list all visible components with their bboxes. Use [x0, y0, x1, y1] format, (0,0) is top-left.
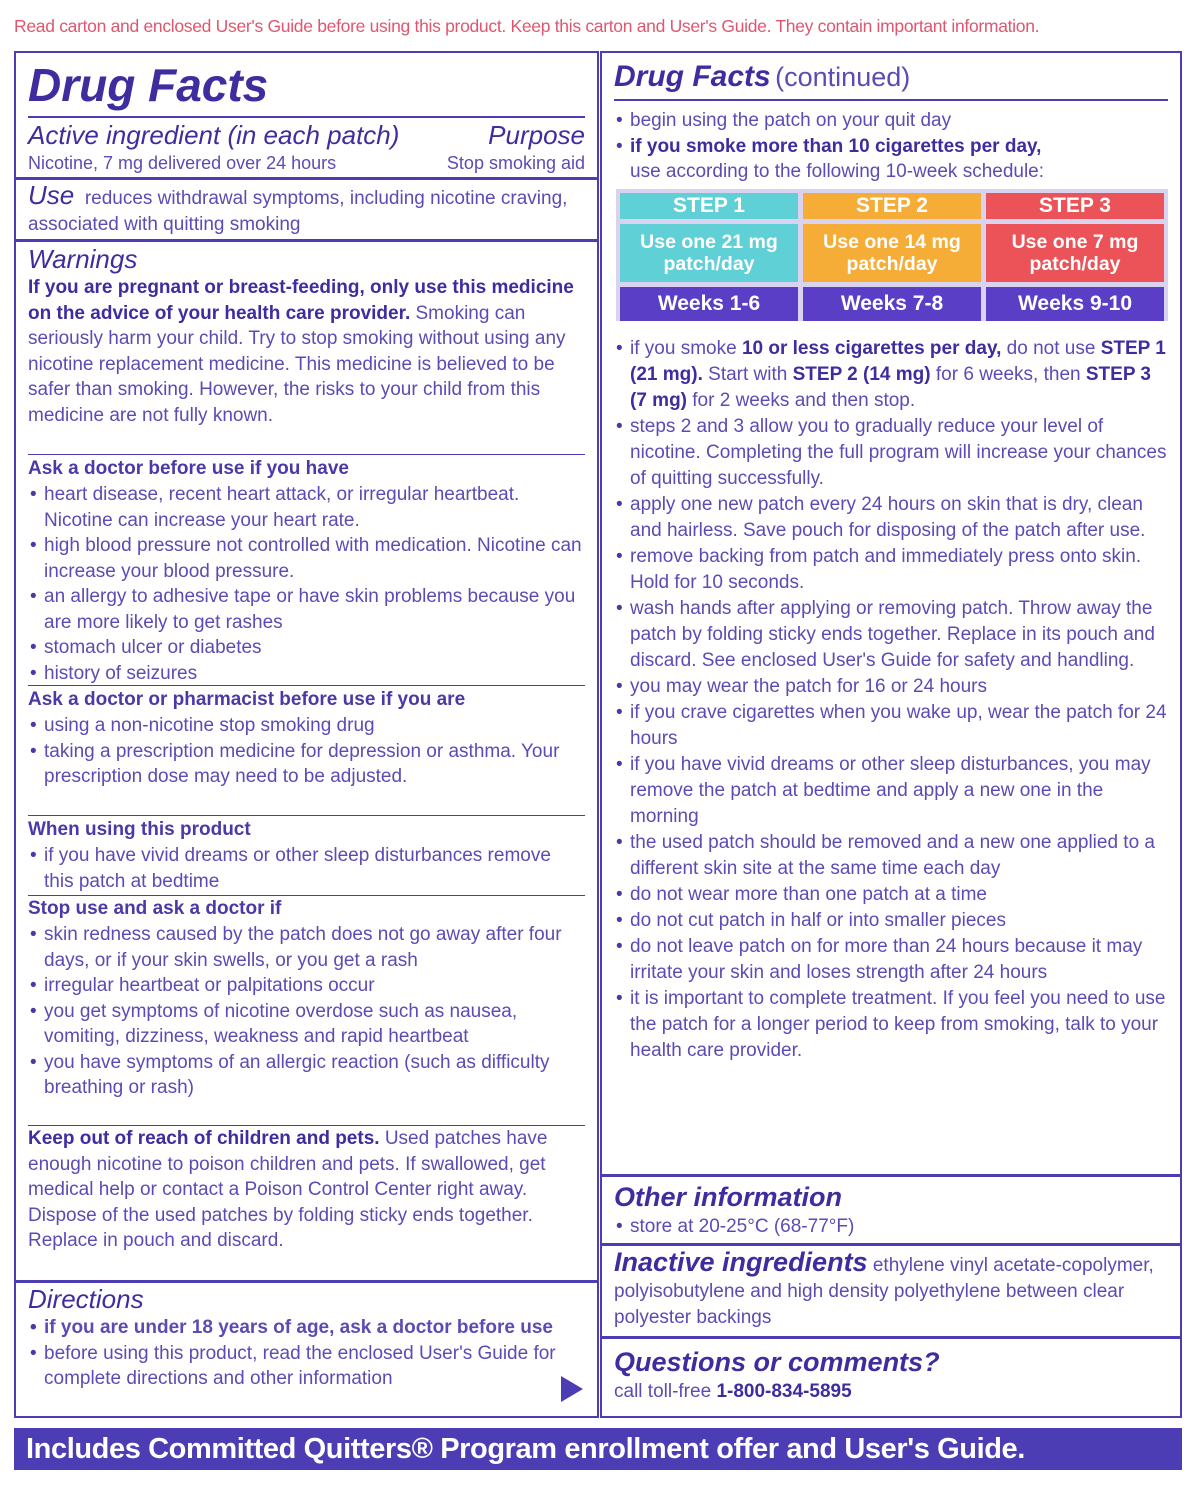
- when-using-heading: When using this product: [28, 819, 251, 840]
- use-section: [16, 180, 597, 237]
- list-item: • using a non-nicotine stop smoking drug: [28, 713, 585, 739]
- questions-heading: Questions or comments?: [614, 1347, 940, 1377]
- inactive-ingredients-heading: Inactive ingredients: [614, 1247, 868, 1277]
- list-item: • heart disease, recent heart attack, or irregular heartbeat. Nicotine can increase your heart rate.: [28, 482, 585, 533]
- list-item: • do not cut patch in half or into smaller pieces: [614, 908, 1168, 934]
- step-3-dose: Use one 7 mg patch/day: [986, 224, 1164, 282]
- inactive-ingredients-section: [602, 1249, 1180, 1331]
- questions-pre: call toll-free: [614, 1381, 712, 1402]
- ask-doctor-section: [16, 456, 597, 686]
- inactive-ingredients-text: ethylene vinyl acetate-copolymer, polyisobutylene and high density polyethylene between clear polyester backings: [614, 1255, 1154, 1328]
- list-item: • taking a prescription medicine for depression or asthma. Your prescription dose may need to be adjusted.: [28, 739, 585, 790]
- list-item: • you have symptoms of an allergic reaction (such as difficulty breathing or rash): [28, 1050, 585, 1101]
- list-item: • if you smoke 10 or less cigarettes per day, do not use STEP 1 (21 mg). Start with STEP 2 (14 mg) for 6 weeks, then STEP 3 (7 mg) for 2 weeks and then stop.: [614, 336, 1168, 414]
- step-1-header: STEP 1: [620, 193, 798, 219]
- list-item: • before using this product, read the enclosed User's Guide for complete directions and other information: [28, 1341, 557, 1392]
- step-2-weeks: Weeks 7-8: [803, 287, 981, 321]
- list-item: • store at 20-25°C (68-77°F): [614, 1214, 1168, 1240]
- phone-number: 1-800-834-5895: [716, 1381, 852, 1402]
- ask-pharmacist-heading: Ask a doctor or pharmacist before use if you are: [28, 689, 466, 710]
- list-item: • you may wear the patch for 16 or 24 hours: [614, 674, 1168, 700]
- when-using-section: [16, 817, 597, 894]
- keep-out-text: Used patches have enough nicotine to poison children and pets. If swallowed, get medical help or contact a Poison Control Center right away. Dispose of the used patches by folding sticky ends together. Replace in pouch and discard.: [28, 1128, 548, 1251]
- ask-pharmacist-section: [16, 687, 597, 790]
- list-item: • if you crave cigarettes when you wake up, wear the patch for 24 hours: [614, 700, 1168, 752]
- list-item: • do not wear more than one patch at a time: [614, 882, 1168, 908]
- warnings-section: [16, 243, 597, 428]
- drug-facts-title: Drug Facts: [28, 59, 269, 111]
- list-item: • stomach ulcer or diabetes: [28, 635, 585, 661]
- list-item: • if you have vivid dreams or other sleep disturbances, you may remove the patch at bedtime and apply a new one in the morning: [614, 752, 1168, 830]
- directions-heading: Directions: [28, 1284, 144, 1314]
- ingredient-purpose: Stop smoking aid: [446, 153, 585, 173]
- list-item: • do not leave patch on for more than 24 hours because it may irritate your skin and loses strength after 24 hours: [614, 934, 1168, 986]
- program-banner: Includes Committed Quitters® Program enrollment offer and User's Guide.: [14, 1428, 1182, 1470]
- active-ingredient-heading: Active ingredient (in each patch): [28, 120, 400, 150]
- header-section: [16, 53, 597, 181]
- warnings-bold: If you are pregnant or breast-feeding, only use this medicine on the advice of your health care provider.: [28, 277, 574, 324]
- list-item: • an allergy to adhesive tape or have skin problems because you are more likely to get rashes: [28, 584, 585, 635]
- list-item: • steps 2 and 3 allow you to gradually reduce your level of nicotine. Completing the full program will increase your chances of quitting successfully.: [614, 414, 1168, 492]
- stop-use-heading: Stop use and ask a doctor if: [28, 898, 282, 919]
- list-item: • irregular heartbeat or palpitations occur: [28, 973, 585, 999]
- list-item: • remove backing from patch and immediately press onto skin. Hold for 10 seconds.: [614, 544, 1168, 596]
- use-heading: Use: [28, 180, 75, 210]
- drug-facts-continued-title: Drug Facts: [614, 60, 771, 93]
- step-3-header: STEP 3: [986, 193, 1164, 219]
- step-1-dose: Use one 21 mg patch/day: [620, 224, 798, 282]
- list-item: • you get symptoms of nicotine overdose such as nausea, vomiting, dizziness, weakness and rapid heartbeat: [28, 999, 585, 1050]
- step-2-dose: Use one 14 mg patch/day: [803, 224, 981, 282]
- list-item: • skin redness caused by the patch does not go away after four days, or if your skin swells, or you get a rash: [28, 922, 585, 973]
- list-item: • apply one new patch every 24 hours on skin that is dry, clean and hairless. Save pouch for disposing of the patch after use.: [614, 492, 1168, 544]
- continued-label: (continued): [775, 62, 911, 92]
- other-information-section: [602, 1180, 1180, 1240]
- dosage-schedule-table: [616, 189, 1168, 321]
- intro-section: [602, 108, 1180, 185]
- list-item: • wash hands after applying or removing patch. Throw away the patch by folding sticky ends together. Replace in its pouch and discard. See enclosed User's Guide for safety and handling.: [614, 596, 1168, 674]
- continued-header: [602, 57, 1180, 101]
- step-1-weeks: Weeks 1-6: [620, 287, 798, 321]
- other-information-heading: Other information: [614, 1182, 842, 1212]
- list-item: • begin using the patch on your quit day: [614, 108, 1168, 134]
- list-item: • it is important to complete treatment. If you feel you need to use the patch for a longer period to keep from smoking, talk to your health care provider.: [614, 986, 1168, 1064]
- keep-out-section: [16, 1126, 597, 1254]
- directions-section: [16, 1283, 597, 1392]
- top-notice: Read carton and enclosed User's Guide before using this product. Keep this carton and User's Guide. They contain important information.: [14, 16, 1040, 36]
- warnings-text: Smoking can seriously harm your child. Try to stop smoking without using any nicotine replacement medicine. This medicine is believed to be safer than smoking. However, the risks to your child from this medicine are not fully known.: [28, 302, 566, 426]
- use-text: reduces withdrawal symptoms, including nicotine craving, associated with quitting smoking: [28, 188, 568, 235]
- questions-section: [602, 1345, 1180, 1405]
- list-item: • high blood pressure not controlled with medication. Nicotine can increase your blood pressure.: [28, 533, 585, 584]
- warnings-heading: Warnings: [28, 244, 138, 274]
- stop-use-section: [16, 896, 597, 1101]
- ask-doctor-heading: Ask a doctor before use if you have: [28, 458, 349, 479]
- ingredient-line: Nicotine, 7 mg delivered over 24 hours: [28, 153, 337, 173]
- directions-continued-section: [602, 336, 1180, 1064]
- list-item: • if you are under 18 years of age, ask a doctor before use: [28, 1315, 557, 1341]
- list-item: • the used patch should be removed and a new one applied to a different skin site at the same time each day: [614, 830, 1168, 882]
- keep-out-bold: Keep out of reach of children and pets.: [28, 1128, 380, 1149]
- purpose-heading: Purpose: [488, 120, 585, 150]
- list-item: • if you have vivid dreams or other sleep disturbances remove this patch at bedtime: [28, 843, 585, 894]
- step-2-header: STEP 2: [803, 193, 981, 219]
- step-3-weeks: Weeks 9-10: [986, 287, 1164, 321]
- drug-facts-left-column: [14, 51, 599, 1418]
- list-item: • if you smoke more than 10 cigarettes per day, use according to the following 10-week schedule:: [614, 134, 1168, 185]
- continued-arrow-icon: [561, 1376, 583, 1402]
- list-item: • history of seizures: [28, 661, 585, 687]
- drug-facts-right-column: [600, 51, 1182, 1418]
